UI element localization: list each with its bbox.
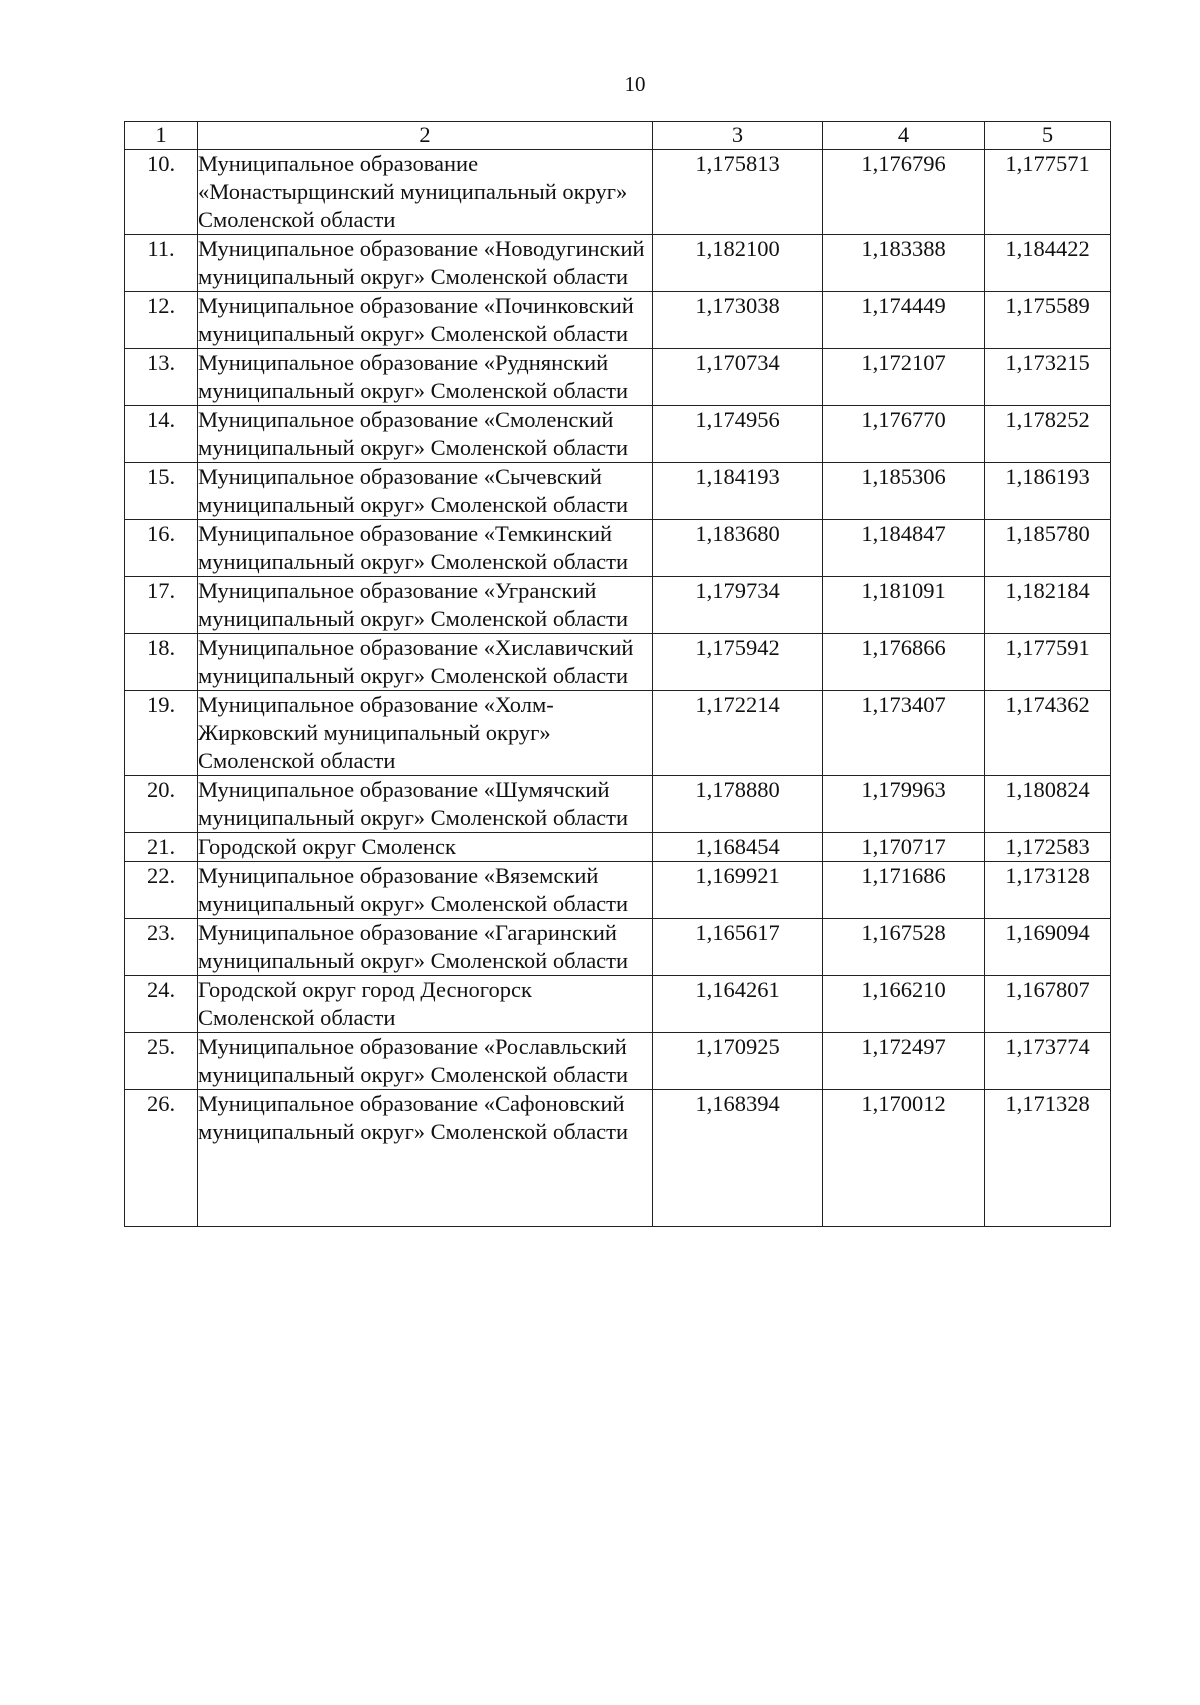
table-row	[125, 862, 1111, 919]
row-number-cell: 26.	[125, 1090, 198, 1227]
row-number-cell: 22.	[125, 862, 198, 919]
value-cell-col4: 1,183388	[823, 235, 985, 292]
value-cell-col4: 1,176796	[823, 150, 985, 235]
table-row	[125, 976, 1111, 1033]
value-cell-col4: 1,181091	[823, 577, 985, 634]
page-number: 10	[624, 72, 646, 96]
row-number-cell: 23.	[125, 919, 198, 976]
value-cell-col4: 1,176770	[823, 406, 985, 463]
municipality-name-cell: Городской округ город Десногорск Смоленской области	[198, 976, 653, 1033]
value-cell-col3: 1,183680	[653, 520, 823, 577]
row-number-cell: 17.	[125, 577, 198, 634]
value-cell-col5: 1,173128	[985, 862, 1111, 919]
table-row	[125, 577, 1111, 634]
value-cell-col5: 1,182184	[985, 577, 1111, 634]
table-row	[125, 150, 1111, 235]
value-cell-col3: 1,164261	[653, 976, 823, 1033]
value-cell-col3: 1,168394	[653, 1090, 823, 1227]
table-row	[125, 406, 1111, 463]
municipality-name-cell: Муниципальное образование «Рославльский муниципальный округ» Смоленской области	[198, 1033, 653, 1090]
value-cell-col4: 1,171686	[823, 862, 985, 919]
value-cell-col3: 1,178880	[653, 776, 823, 833]
row-number-cell: 12.	[125, 292, 198, 349]
value-cell-col4: 1,167528	[823, 919, 985, 976]
value-cell-col3: 1,179734	[653, 577, 823, 634]
value-cell-col5: 1,178252	[985, 406, 1111, 463]
value-cell-col3: 1,170925	[653, 1033, 823, 1090]
value-cell-col3: 1,174956	[653, 406, 823, 463]
municipality-name-cell: Муниципальное образование «Холм-Жирковский муниципальный округ» Смоленской области	[198, 691, 653, 776]
row-number-cell: 25.	[125, 1033, 198, 1090]
table-row	[125, 520, 1111, 577]
value-cell-col5: 1,169094	[985, 919, 1111, 976]
value-cell-col3: 1,172214	[653, 691, 823, 776]
value-cell-col4: 1,172107	[823, 349, 985, 406]
row-number-cell: 20.	[125, 776, 198, 833]
row-number-cell: 11.	[125, 235, 198, 292]
municipality-name-cell: Муниципальное образование «Гагаринский муниципальный округ» Смоленской области	[198, 919, 653, 976]
value-cell-col3: 1,182100	[653, 235, 823, 292]
municipality-name-cell: Муниципальное образование «Темкинский муниципальный округ» Смоленской области	[198, 520, 653, 577]
column-header: 3	[653, 122, 823, 150]
table-row	[125, 349, 1111, 406]
value-cell-col5: 1,172583	[985, 833, 1111, 862]
value-cell-col5: 1,180824	[985, 776, 1111, 833]
table-row	[125, 292, 1111, 349]
value-cell-col4: 1,179963	[823, 776, 985, 833]
value-cell-col3: 1,170734	[653, 349, 823, 406]
value-cell-col5: 1,171328	[985, 1090, 1111, 1227]
value-cell-col4: 1,170717	[823, 833, 985, 862]
municipality-name-cell: Муниципальное образование «Руднянский муниципальный округ» Смоленской области	[198, 349, 653, 406]
value-cell-col4: 1,170012	[823, 1090, 985, 1227]
row-number-cell: 24.	[125, 976, 198, 1033]
value-cell-col5: 1,177591	[985, 634, 1111, 691]
table-row	[125, 1033, 1111, 1090]
value-cell-col4: 1,176866	[823, 634, 985, 691]
value-cell-col3: 1,168454	[653, 833, 823, 862]
value-cell-col5: 1,177571	[985, 150, 1111, 235]
municipality-name-cell: Муниципальное образование «Новодугинский муниципальный округ» Смоленской области	[198, 235, 653, 292]
value-cell-col5: 1,174362	[985, 691, 1111, 776]
table-row	[125, 833, 1111, 862]
value-cell-col4: 1,173407	[823, 691, 985, 776]
municipality-name-cell: Муниципальное образование «Угранский муниципальный округ» Смоленской области	[198, 577, 653, 634]
table-row	[125, 776, 1111, 833]
value-cell-col3: 1,169921	[653, 862, 823, 919]
column-header: 1	[125, 122, 198, 150]
row-number-cell: 21.	[125, 833, 198, 862]
municipality-name-cell: Муниципальное образование «Починковский муниципальный округ» Смоленской области	[198, 292, 653, 349]
value-cell-col3: 1,175813	[653, 150, 823, 235]
table-row	[125, 919, 1111, 976]
municipality-name-cell: Муниципальное образование «Монастырщинский муниципальный округ» Смоленской области	[198, 150, 653, 235]
column-header: 5	[985, 122, 1111, 150]
value-cell-col4: 1,166210	[823, 976, 985, 1033]
value-cell-col5: 1,175589	[985, 292, 1111, 349]
value-cell-col5: 1,173215	[985, 349, 1111, 406]
value-cell-col3: 1,173038	[653, 292, 823, 349]
value-cell-col3: 1,175942	[653, 634, 823, 691]
table-row	[125, 1090, 1111, 1227]
row-number-cell: 16.	[125, 520, 198, 577]
municipality-name-cell: Муниципальное образование «Смоленский муниципальный округ» Смоленской области	[198, 406, 653, 463]
row-number-cell: 15.	[125, 463, 198, 520]
value-cell-col3: 1,184193	[653, 463, 823, 520]
value-cell-col4: 1,174449	[823, 292, 985, 349]
row-number-cell: 19.	[125, 691, 198, 776]
value-cell-col4: 1,185306	[823, 463, 985, 520]
column-header: 2	[198, 122, 653, 150]
value-cell-col5: 1,186193	[985, 463, 1111, 520]
value-cell-col5: 1,167807	[985, 976, 1111, 1033]
row-number-cell: 13.	[125, 349, 198, 406]
municipality-name-cell: Муниципальное образование «Хиславичский муниципальный округ» Смоленской области	[198, 634, 653, 691]
row-number-cell: 18.	[125, 634, 198, 691]
table-header-row	[125, 122, 1111, 150]
row-number-cell: 14.	[125, 406, 198, 463]
municipality-name-cell: Муниципальное образование «Шумячский муниципальный округ» Смоленской области	[198, 776, 653, 833]
coefficients-table	[124, 121, 1111, 1227]
row-number-cell: 10.	[125, 150, 198, 235]
table-row	[125, 463, 1111, 520]
table-row	[125, 634, 1111, 691]
value-cell-col5: 1,185780	[985, 520, 1111, 577]
municipality-name-cell: Городской округ Смоленск	[198, 833, 653, 862]
municipality-name-cell: Муниципальное образование «Вяземский муниципальный округ» Смоленской области	[198, 862, 653, 919]
column-header: 4	[823, 122, 985, 150]
table-row	[125, 691, 1111, 776]
municipality-name-cell: Муниципальное образование «Сафоновский муниципальный округ» Смоленской области	[198, 1090, 653, 1227]
value-cell-col4: 1,184847	[823, 520, 985, 577]
value-cell-col4: 1,172497	[823, 1033, 985, 1090]
value-cell-col3: 1,165617	[653, 919, 823, 976]
value-cell-col5: 1,173774	[985, 1033, 1111, 1090]
table-row	[125, 235, 1111, 292]
municipality-name-cell: Муниципальное образование «Сычевский муниципальный округ» Смоленской области	[198, 463, 653, 520]
value-cell-col5: 1,184422	[985, 235, 1111, 292]
